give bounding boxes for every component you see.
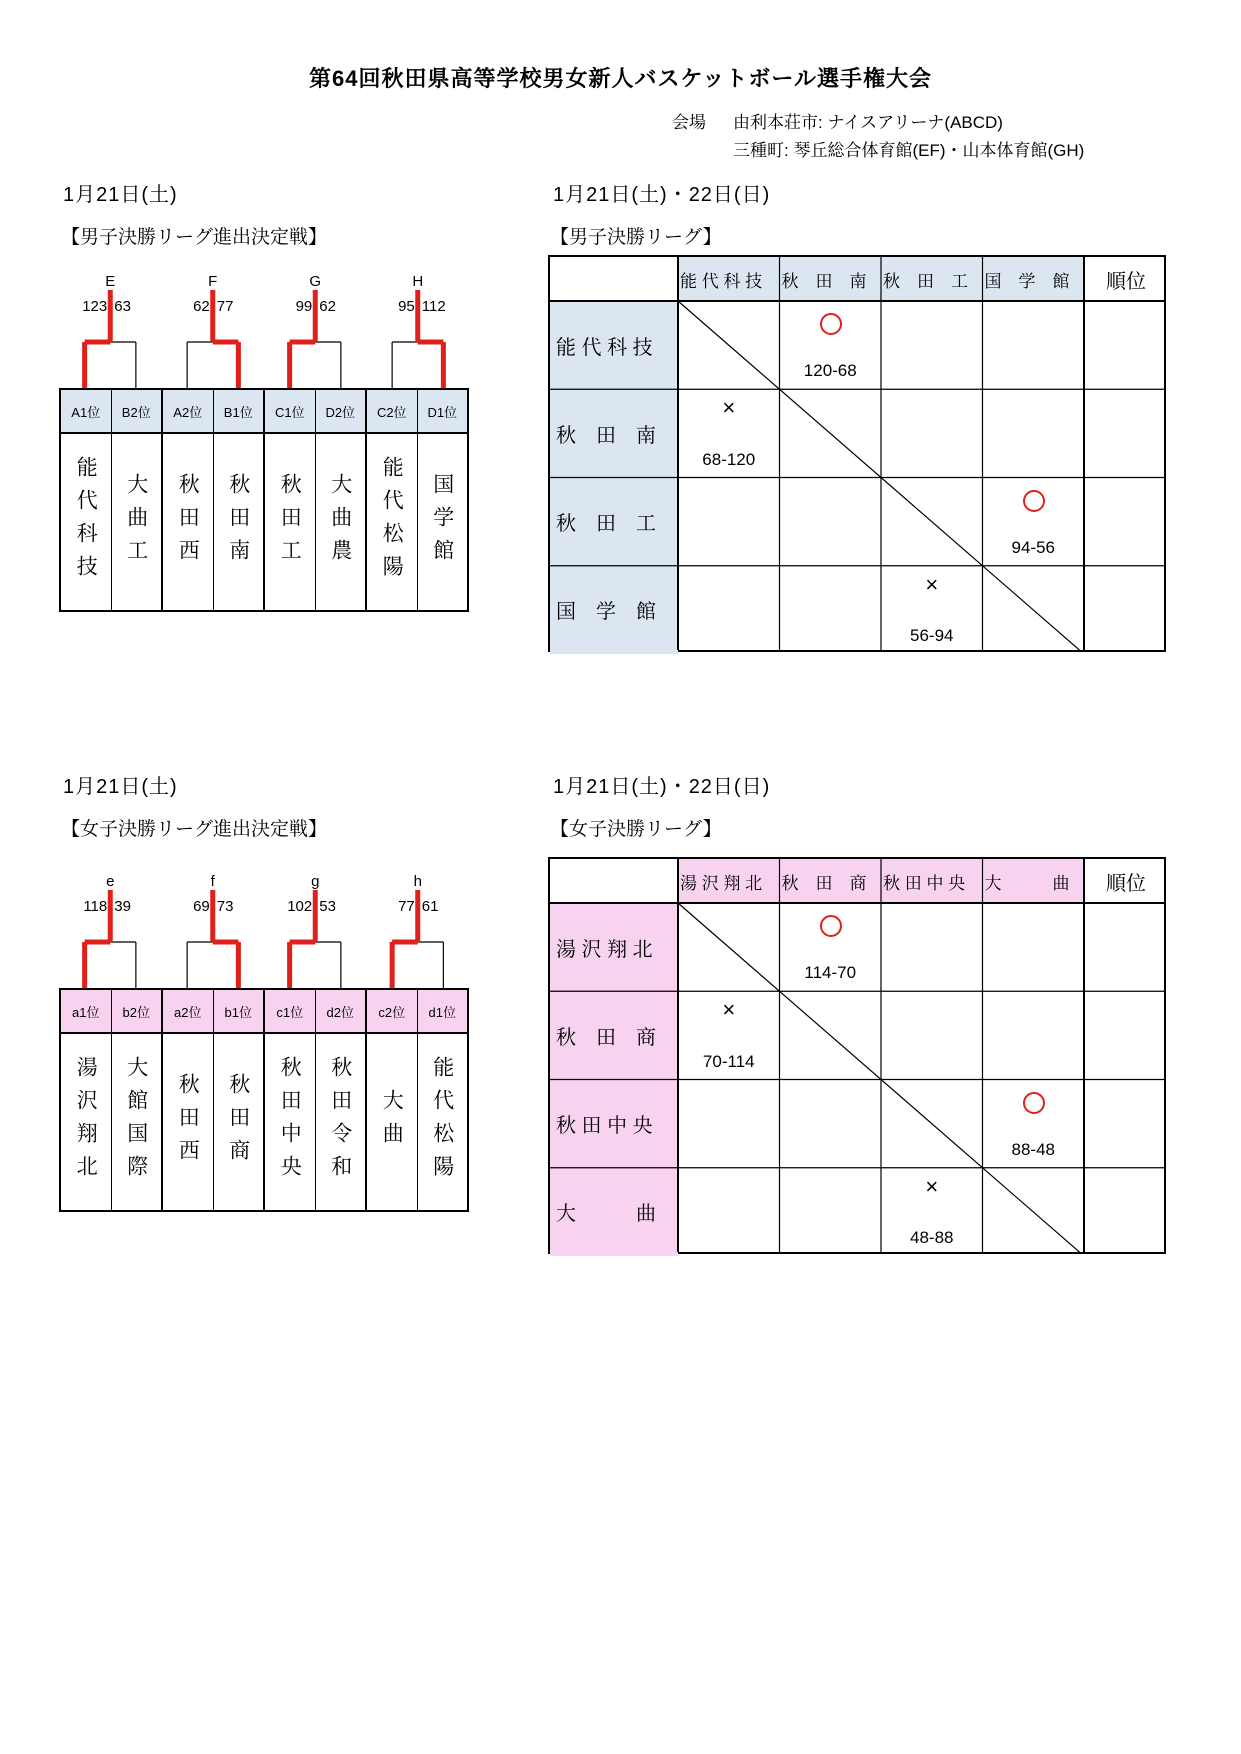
boys-league-grid [548,255,1166,652]
column-header-label: 秋 田 商 [781,873,867,893]
team-name: 秋田工 [278,472,302,572]
right-score: 112 [421,298,446,315]
left-score: 69 [193,898,210,915]
column-header [782,859,882,903]
team-name: 秋田商 [226,1072,250,1172]
girls-league-title: 【女子決勝リーグ】 [550,819,722,840]
column-header [883,257,983,301]
row-header-label: 秋 田 商 [556,1026,656,1049]
column-header [985,257,1085,301]
court-label: E [105,273,116,290]
left-score: 77 [398,898,415,915]
seed-label: b1位 [214,990,264,1034]
team-name: 秋田西 [176,472,200,572]
right-score: 39 [114,898,131,915]
column-header-label: 秋 田 中 央 [883,873,966,893]
team-name-cell [112,434,162,610]
team-column [417,390,468,610]
venue-label: 会場 [672,113,706,132]
team-name: 秋田令和 [328,1056,352,1188]
column-header [680,257,780,301]
match-score: 88-48 [1011,1139,1055,1159]
match-score: 56-94 [910,626,954,645]
rank-header [1084,257,1168,301]
court-label: g [311,873,320,890]
right-score: 63 [114,298,131,315]
seed-label: a1位 [61,990,111,1034]
team-name-cell [265,434,315,610]
court-label: h [413,873,422,890]
left-score: 102 [287,898,313,915]
boys-league-title: 【男子決勝リーグ】 [550,227,722,248]
right-score: 62 [319,298,336,315]
team-name-cell [214,434,264,610]
loss-cross-icon: × [925,571,939,597]
seed-label: b2位 [112,990,162,1034]
row-header-label: 国 学 館 [556,601,656,624]
seed-label: c2位 [367,990,417,1034]
court-label: f [210,873,215,890]
team-name-cell [163,434,213,610]
team-name: 湯沢翔北 [74,1056,98,1188]
team-name-cell [265,1034,315,1210]
column-header [680,859,780,903]
team-name-cell [61,1034,111,1210]
team-name: 秋田西 [176,1072,200,1172]
seed-label: A1位 [61,390,111,434]
team-name: 能代松陽 [380,456,404,588]
match-score: 48-88 [910,1228,954,1247]
team-name-cell [163,1034,213,1210]
result-cell [881,566,983,654]
right-score: 61 [421,898,439,915]
column-header-label: 秋 田 工 [883,271,968,291]
right-score: 53 [319,898,336,915]
row-header-label: 秋 田 工 [556,513,656,536]
page-title: 第64回秋田県高等学校男女新人バスケットボール選手権大会 [309,66,932,91]
left-score: 118 [83,898,108,915]
right-score: 73 [216,898,234,915]
boys-league-table [548,255,1166,652]
team-name-cell [316,1034,366,1210]
rank-header-label: 順位 [1106,872,1146,895]
right-score: 77 [216,298,234,315]
rank-header [1084,859,1168,903]
loss-cross-icon: × [722,395,736,421]
venue-line-2: 三種町: 琴丘総合体育館(EF)・山本体育館(GH) [733,141,1085,160]
boys-bracket-title: 【男子決勝リーグ進出決定戦】 [61,227,328,248]
row-header-label: 湯 沢 翔 北 [556,938,653,961]
team-name: 国学館 [430,472,454,572]
court-label: F [208,273,218,290]
team-column [111,990,162,1210]
seed-label: B1位 [214,390,264,434]
loss-cross-icon: × [722,997,736,1023]
column-header-label: 湯 沢 翔 北 [680,873,763,893]
court-label: H [412,273,424,290]
seed-label: a2位 [163,990,213,1034]
win-circle-icon [1023,490,1045,512]
row-header [550,903,678,991]
row-header [550,1168,678,1256]
boys-league-date: 1月21日(土)・22日(日) [553,184,771,206]
row-header [550,991,678,1079]
boys-bracket-teams [59,388,469,612]
team-column [161,390,213,610]
boys-bracket [59,273,469,620]
court-label: e [106,873,115,890]
column-header-label: 国 学 館 [984,271,1070,291]
win-circle-icon [820,313,842,335]
win-circle-icon [1023,1092,1045,1114]
rank-header-label: 順位 [1106,270,1146,293]
column-header-label: 秋 田 南 [781,271,867,291]
match-score: 120-68 [803,361,857,381]
column-header-label: 大 曲 [984,873,1070,893]
team-name: 秋田中央 [278,1056,302,1188]
row-header [550,478,678,566]
girls-bracket-title: 【女子決勝リーグ進出決定戦】 [61,819,328,840]
seed-label: d1位 [418,990,468,1034]
row-header [550,566,678,654]
seed-label: C2位 [367,390,417,434]
seed-label: A2位 [163,390,213,434]
seed-label: c1位 [265,990,315,1034]
match-score: 114-70 [804,963,857,983]
team-column [263,390,315,610]
team-column [365,390,417,610]
loss-cross-icon: × [925,1173,939,1199]
left-score: 95 [398,298,415,315]
column-header [782,257,882,301]
row-header-label: 秋 田 南 [556,424,656,447]
boys-bracket-date: 1月21日(土) [63,184,178,206]
team-column [213,990,264,1210]
team-column [61,990,111,1210]
result-cell [780,903,882,991]
court-label: G [309,273,322,290]
team-name-cell [61,434,111,610]
seed-label: D1位 [418,390,468,434]
team-name-cell [112,1034,162,1210]
team-name-cell [367,1034,417,1210]
girls-bracket-lines [59,880,469,990]
team-column [111,390,162,610]
team-column [213,390,264,610]
column-header [883,859,983,903]
result-cell [983,1080,1085,1168]
seed-label: B2位 [112,390,162,434]
row-header [550,1080,678,1168]
venue-line-1: 由利本荘市: ナイスアリーナ(ABCD) [733,113,1003,132]
team-name: 大館国際 [124,1056,148,1188]
team-name-cell [367,434,417,610]
girls-league-table [548,857,1166,1254]
row-header [550,301,678,389]
boys-bracket-lines [59,280,469,390]
result-cell [678,389,780,477]
row-header-label: 能 代 科 技 [556,336,653,359]
match-score: 68-120 [702,449,756,469]
team-column [61,390,111,610]
team-column [315,390,366,610]
team-name: 大曲工 [124,472,148,572]
girls-bracket-date: 1月21日(土) [63,776,178,798]
seed-label: d2位 [316,990,366,1034]
row-header-label: 大 曲 [556,1203,656,1226]
team-column [365,990,417,1210]
team-name: 大曲農 [328,472,352,572]
team-column [161,990,213,1210]
result-cell [678,991,780,1079]
column-header [985,859,1085,903]
row-header-label: 秋 田 中 央 [556,1115,653,1138]
left-score: 62 [193,298,210,315]
win-circle-icon [820,915,842,937]
left-score: 99 [295,298,313,315]
result-cell [881,1168,983,1256]
row-header [550,389,678,477]
team-name-cell [214,1034,264,1210]
girls-bracket [59,873,469,1220]
seed-label: C1位 [265,390,315,434]
column-header-label: 能 代 科 技 [680,271,763,291]
left-score: 123 [82,298,108,315]
result-cell [780,301,882,389]
team-name: 能代松陽 [430,1056,454,1188]
match-score: 70-114 [702,1051,755,1071]
match-score: 94-56 [1011,537,1055,557]
team-name: 能代科技 [74,456,98,588]
team-name-cell [418,434,468,610]
seed-label: D2位 [316,390,366,434]
team-column [263,990,315,1210]
team-name-cell [316,434,366,610]
result-cell [983,478,1085,566]
girls-bracket-teams [59,988,469,1212]
team-column [315,990,366,1210]
team-name-cell [418,1034,468,1210]
team-name: 秋田南 [226,472,250,572]
girls-league-date: 1月21日(土)・22日(日) [553,776,771,798]
team-column [417,990,468,1210]
girls-league-grid [548,857,1166,1254]
team-name: 大曲 [380,1089,404,1155]
